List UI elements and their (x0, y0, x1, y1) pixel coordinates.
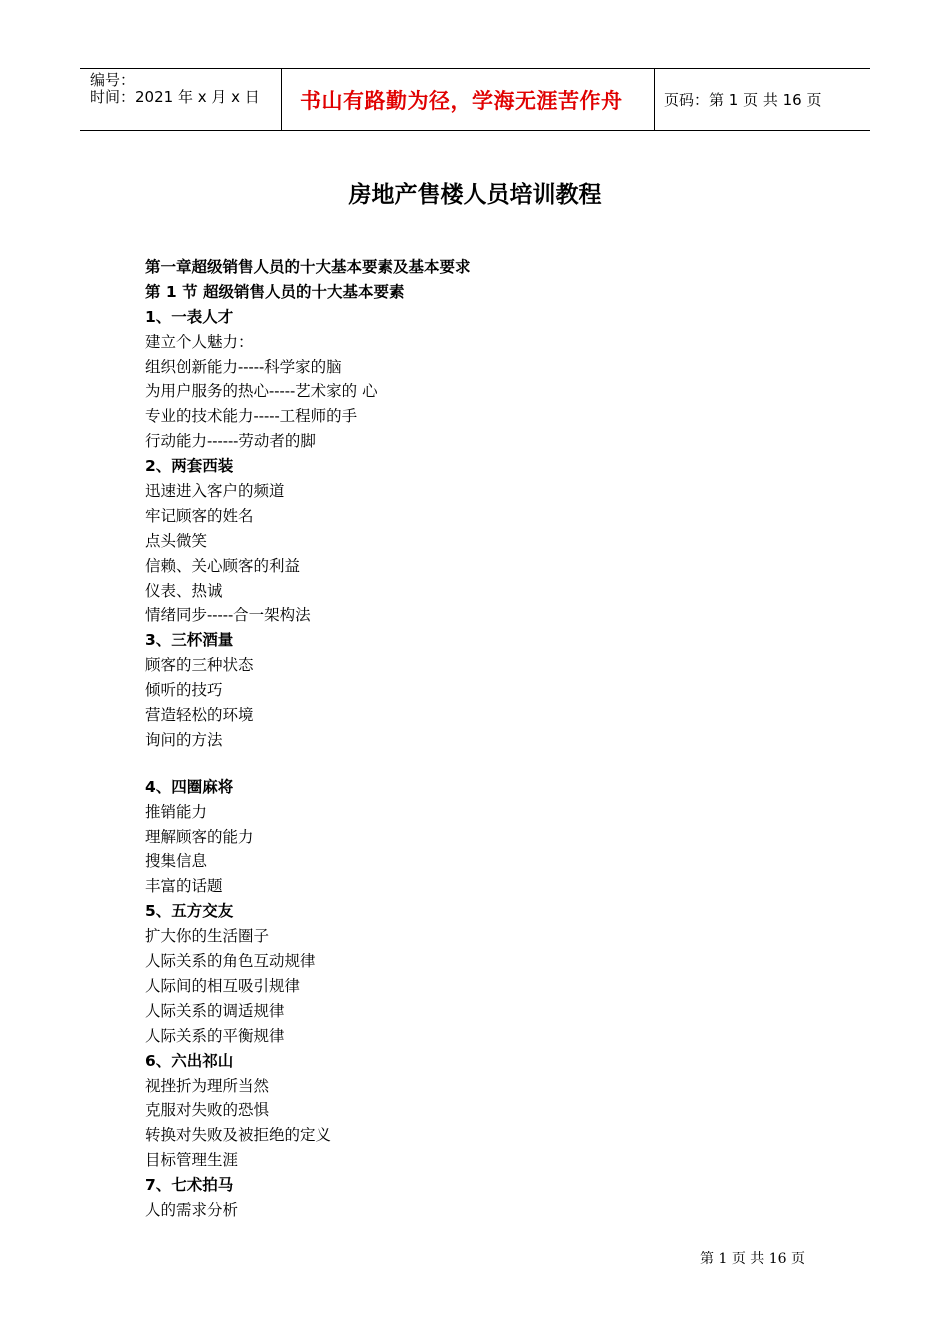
section-heading: 2、两套西装 (145, 457, 234, 476)
time-label: 时间：2021 年 x 月 x 日 (90, 88, 260, 106)
body-line: 顾客的三种状态 (145, 656, 254, 675)
body-line: 转换对失败及被拒绝的定义 (145, 1126, 332, 1145)
body-line: 人际关系的平衡规律 (145, 1026, 285, 1045)
body-line: 人的需求分析 (145, 1200, 239, 1219)
motto: 书山有路勤为径，学海无涯苦作舟 (300, 87, 623, 113)
section-heading: 7、七术拍马 (145, 1176, 234, 1195)
body-line: 询问的方法 (145, 730, 223, 749)
document-title: 房地产售楼人员培训教程 (348, 181, 602, 208)
body-line: 专业的技术能力-----工程师的手 (145, 407, 358, 426)
body-line: 推销能力 (145, 802, 208, 821)
header-page-cell (655, 69, 870, 130)
body-line: 丰富的话题 (145, 877, 223, 896)
body-line: 人际关系的调适规律 (145, 1001, 285, 1020)
header-meta (80, 69, 282, 130)
document-body (145, 255, 845, 1223)
body-line: 营造轻松的环境 (145, 706, 254, 725)
section-heading: 第一章超级销售人员的十大基本要素及基本要求 (145, 258, 471, 276)
body-line: 情绪同步-----合一架构法 (145, 606, 311, 625)
section-heading: 5、五方交友 (145, 902, 234, 921)
body-line: 倾听的技巧 (145, 681, 223, 700)
body-line: 克服对失败的恐惧 (145, 1101, 270, 1120)
body-line: 人际间的相互吸引规律 (145, 976, 301, 995)
section-heading: 4、四圈麻将 (145, 777, 234, 796)
page-footer: 第 1 页 共 16 页 (700, 1251, 805, 1267)
body-line: 视挫折为理所当然 (145, 1076, 270, 1095)
page-code: 页码：第 1 页 共 16 页 (664, 91, 822, 109)
body-line: 建立个人魅力： (145, 332, 254, 351)
body-line: 扩大你的生活圈子 (145, 927, 270, 946)
section-heading: 3、三杯酒量 (145, 631, 234, 650)
body-line: 行动能力------劳动者的脚 (145, 432, 316, 451)
body-line: 组织创新能力-----科学家的脑 (145, 357, 342, 376)
body-line: 搜集信息 (145, 852, 208, 871)
section-heading: 1、一表人才 (145, 307, 234, 326)
body-line: 迅速进入客户的频道 (145, 482, 285, 501)
section-heading: 6、六出祁山 (145, 1051, 234, 1070)
body-line: 为用户服务的热心-----艺术家的 心 (145, 382, 378, 401)
body-line: 理解顾客的能力 (145, 827, 254, 846)
number-label: 编号： (90, 71, 136, 89)
section-heading: 第 1 节 超级销售人员的十大基本要素 (145, 282, 405, 301)
body-line: 牢记顾客的姓名 (145, 506, 254, 525)
body-line: 仪表、热诚 (145, 581, 223, 600)
header-motto-cell (282, 69, 655, 130)
body-line: 目标管理生涯 (145, 1151, 239, 1170)
body-line: 点头微笑 (145, 531, 208, 550)
page-header (80, 68, 870, 131)
blank-line (145, 753, 845, 775)
body-line: 信赖、关心顾客的利益 (145, 556, 301, 575)
body-line: 人际关系的角色互动规律 (145, 952, 316, 971)
